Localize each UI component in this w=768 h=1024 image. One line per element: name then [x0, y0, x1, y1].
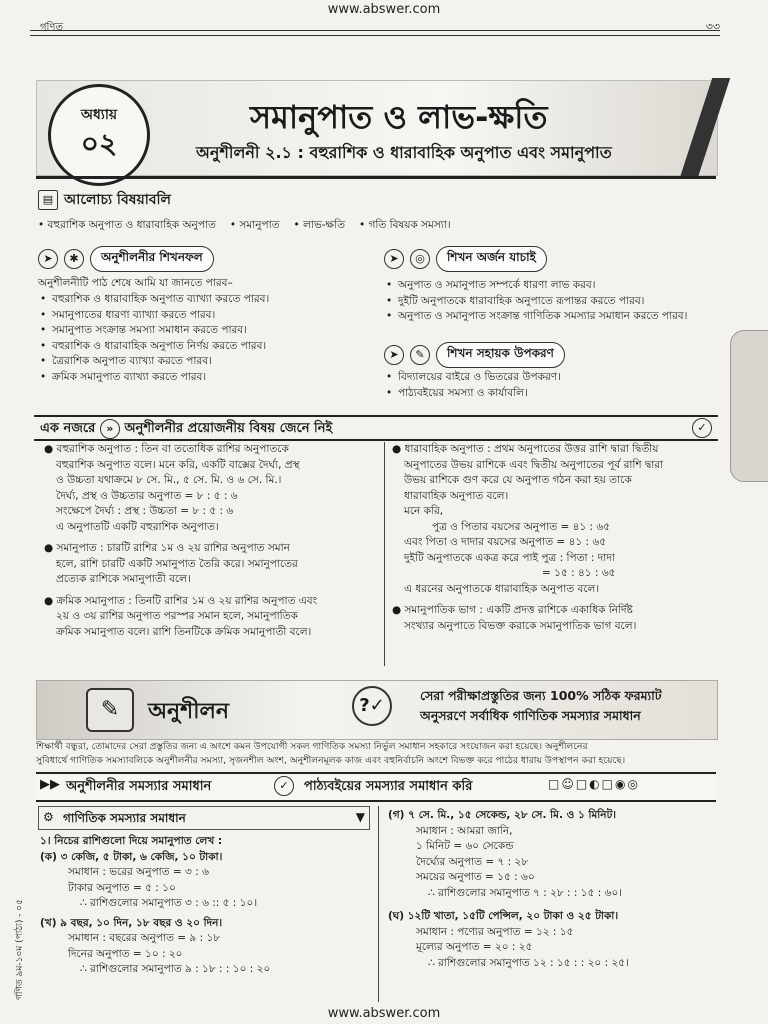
arrow-icon: ➤ — [384, 345, 404, 365]
solution-bar-right: পাঠ্যবইয়ের সমস্যার সমাধান করি — [304, 779, 473, 794]
pencil-icon: ✎ — [86, 688, 134, 732]
outcome-item: • ত্রৈরাশিক অনুপাত ব্যাখ্যা করতে পারব। — [40, 354, 370, 370]
arrow-icon: ➤ — [384, 249, 404, 269]
definition-line: ● সমানুপাত : চারটি রাশির ১ম ও ২য় রাশির অনুপাত সমান — [44, 542, 290, 554]
assessment-item: • অনুপাত ও সমানুপাত সম্পর্কে ধারণা লাভ করব। — [386, 278, 716, 294]
gear-icon: ⚙ — [43, 810, 54, 824]
definition-line: ক্রমিক সমানুপাত বলে। রাশি তিনটিকে ক্রমিক সমানুপাতী বলে। — [56, 625, 312, 638]
problem-line: (ঘ) ১২টি খাতা, ১৫টি পেন্সিল, ২০ টাকা ও ২৫ টাকা। — [388, 910, 619, 922]
definition-block — [392, 442, 716, 597]
topics-heading — [38, 188, 171, 212]
problems-left — [40, 834, 370, 978]
math-section-heading: গাণিতিক সমস্যার সমাধান — [63, 811, 186, 825]
subject-label: গণিত — [40, 22, 63, 33]
lightbulb-icon: ✱ — [64, 249, 84, 269]
definition-line: প্রত্যেক রাশিকে সমানুপাতী বলে। — [56, 573, 191, 585]
tools-icon: ✎ — [410, 345, 430, 365]
question-check-icon: ?✓ — [352, 686, 392, 726]
side-tab — [730, 330, 768, 482]
definition-line: ● বহুরাশিক অনুপাত : তিন বা ততোধিক রাশির অনুপাতকে — [44, 443, 289, 455]
definition-line: হলে, রাশি চারটি একটি সমানুপাত তৈরি করে। সমানুপাতের — [56, 557, 298, 570]
problem-line: দৈর্ঘ্যের অনুপাত = ৭ : ২৮ — [416, 855, 529, 868]
practice-intro-2: সুবিধার্থে গাণিতিক সমস্যাবলিকে অনুশীলনীর সমস্যা, সৃজনশীল অংশ, অনুশীলনমূলক কাজ এবং বহুনির্বাচনি অংশে বিভক্ত করে পাঠের ধারায় উপস্থাপন করা হয়েছে। — [36, 755, 626, 766]
chapter-title: সমানুপাত ও লাভ-ক্ষতি — [250, 98, 548, 136]
problem-line: সমাধান : ভরের অনুপাত = ৩ : ৬ — [68, 866, 209, 878]
definition-block — [44, 594, 378, 641]
problem-line: দিনের অনুপাত = ১০ : ২০ — [68, 947, 183, 960]
definitions-right — [392, 442, 716, 634]
topics-heading-text: আলোচ্য বিষয়াবলি — [64, 192, 171, 208]
problem-line: ∴ রাশিগুলোর সমানুপাত ৩ : ৬ :: ৫ : ১০। — [80, 897, 258, 909]
chapter-label: অধ্যায় — [80, 107, 118, 123]
learning-outcomes-list — [40, 292, 370, 385]
definition-line: = ১৫ : ৪১ : ৬৫ — [542, 567, 616, 579]
column-divider — [384, 442, 385, 666]
learning-outcomes-heading — [38, 246, 214, 272]
practice-heading: অনুশীলন — [148, 699, 230, 724]
problem-line: ∴ রাশিগুলোর সমানুপাত ৯ : ১৮ : : ১০ : ২০ — [80, 963, 271, 975]
outcome-item: • ক্রমিক সমানুপাত ব্যাখ্যা করতে পারব। — [40, 370, 370, 386]
problem-line: ১ মিনিট = ৬০ সেকেন্ড — [416, 840, 514, 852]
assessment-pill: শিখন অর্জন যাচাই — [436, 246, 547, 272]
overview-heading: এক নজরে » অনুশীলনীর প্রয়োজনীয় বিষয় জেনে নিই — [40, 419, 332, 440]
assessment-item: • অনুপাত ও সমানুপাত সংক্রান্ত গাণিতিক সমস্যার সমাধান করতে পারব। — [386, 309, 716, 325]
math-section-header — [38, 806, 370, 830]
checkmark-icon: ✓ — [274, 776, 294, 796]
definition-line: এ ধরনের অনুপাতকে ধারাবাহিক অনুপাত বলে। — [404, 582, 600, 595]
watermark-bottom: www.abswer.com — [327, 1006, 441, 1021]
solution-bar-left: অনুশীলনীর সমস্যার সমাধান — [66, 779, 212, 794]
outcome-item: • বহুরাশিক ও ধারাবাহিক অনুপাত নির্ণয় করতে পারব। — [40, 339, 370, 355]
category-icons: □☺□◐□◉◎ — [548, 777, 640, 791]
problem-line: সমাধান : পণ্যের অনুপাত = ১২ : ১৫ — [416, 925, 574, 938]
definition-line: অনুপাতের উভয় রাশিকে এবং দ্বিতীয় অনুপাতের পূর্ব রাশি দ্বারা — [404, 458, 664, 471]
watermark-top: www.abswer.com — [327, 2, 441, 17]
definition-line: এবং পিতা ও দাদার বয়সের অনুপাত = ৪১ : ৬৫ — [404, 536, 607, 548]
overview-bar — [34, 415, 718, 441]
problem-line: ∴ রাশিগুলোর সমানুপাত ১২ : ১৫ : : ২০ : ২৫। — [428, 956, 629, 969]
material-item: • বিদ্যালয়ের বাইরে ও ভিতরের উপকরণ। — [386, 370, 716, 386]
materials-pill: শিখন সহায়ক উপকরণ — [436, 342, 565, 368]
banner-underline — [36, 176, 716, 179]
learning-outcomes-intro: অনুশীলনীটি পাঠ শেষে আমি যা জানতে পারব– — [38, 277, 233, 289]
exercise-title: অনুশীলনী ২.১ : বহুরাশিক ও ধারাবাহিক অনুপাত এবং সমানুপাত — [196, 143, 612, 162]
definition-line: ● ধারাবাহিক অনুপাত : প্রথম অনুপাতের উত্তর রাশি দ্বারা দ্বিতীয় — [392, 443, 659, 455]
definition-line: বহুরাশিক অনুপাত বলে। মনে করি, একটি বাক্সের দৈর্ঘ্য, প্রস্থ — [56, 458, 300, 471]
assessment-heading — [384, 246, 547, 272]
problem-line: সমাধান : আমরা জানি, — [416, 824, 513, 837]
practice-tagline-2: অনুসরণে সর্বাধিক গাণিতিক সমস্যার সমাধান — [420, 708, 641, 723]
problem-line: ১। নিচের রাশিগুলো দিয়ে সমানুপাত লেখ : — [40, 835, 223, 847]
arrows-icon: » — [100, 419, 120, 439]
definition-block — [44, 541, 378, 588]
outcome-item: • সমানুপাত সংক্রান্ত সমস্যা সমাধান করতে পারব। — [40, 323, 370, 339]
target-icon: ◎ — [410, 249, 430, 269]
definition-block — [392, 603, 716, 634]
check-icon: ✓ — [692, 418, 712, 438]
definition-line: মনে করি, — [404, 505, 444, 517]
assessment-item: • দুইটি অনুপাতকে ধারাবাহিক অনুপাতে রূপান্তর করতে পারব। — [386, 294, 716, 310]
definition-line: ● সমানুপাতিক ভাগ : একটি প্রদত্ত রাশিকে একাধিক নির্দিষ্ট — [392, 604, 633, 616]
problem-line: টাকার অনুপাত = ৫ : ১০ — [68, 881, 176, 894]
definition-line: সংখ্যার অনুপাতে বিভক্ত করাকে সমানুপাতিক ভাগ বলে। — [404, 619, 637, 632]
outcome-item: • সমানুপাতের ধারণা ব্যাখ্যা করতে পারব। — [40, 308, 370, 324]
solution-bar — [36, 772, 716, 802]
definition-line: দৈর্ঘ্য, প্রস্থ ও উচ্চতার অনুপাত = ৮ : ৫ : ৬ — [56, 489, 238, 502]
practice-tagline-1: সেরা পরীক্ষাপ্রস্তুতির জন্য 100% সঠিক ফরম্যাট — [420, 688, 662, 703]
problem-line: (গ) ৭ সে. মি., ১৫ সেকেন্ড, ২৮ সে. মি. ও ১ মিনিট। — [388, 809, 617, 821]
definition-line: ধারাবাহিক অনুপাত বলে। — [404, 489, 509, 502]
problem-line: সমাধান : বছরের অনুপাত = ৯ : ১৮ — [68, 932, 221, 944]
topic-item: • বহুরাশিক অনুপাত ও ধারাবাহিক অনুপাত — [38, 219, 216, 231]
problem-line: মূল্যের অনুপাত = ২০ : ২৫ — [416, 941, 533, 953]
header-rule — [30, 30, 720, 36]
chapter-badge — [48, 84, 150, 186]
definition-line: এ অনুপাতটি একটি বহুরাশিক অনুপাত। — [56, 520, 219, 533]
problem-line: (খ) ৯ বছর, ১০ দিন, ১৮ বছর ও ২০ দিন। — [40, 916, 223, 929]
column-divider — [378, 806, 379, 1002]
book-icon: ▤ — [38, 190, 58, 210]
topic-item: • সমানুপাত — [229, 219, 280, 231]
practice-intro-1: শিক্ষার্থী বন্ধুরা, তোমাদের সেরা প্রস্তুতির জন্য এ অংশে কমন উপযোগী সকল গাণিতিক সমস্যা নির্ভুল সমাধান সহকারে সংযোজন করা হয়েছে। অনুশীলনের — [36, 741, 588, 752]
topics-list — [38, 218, 718, 235]
definitions-left — [44, 442, 378, 640]
outcome-item: • বহুরাশিক ও ধারাবাহিক অনুপাত ব্যাখ্যা করতে পারব। — [40, 292, 370, 308]
learning-outcomes-pill: অনুশীলনীর শিখনফল — [90, 246, 214, 272]
topic-item: • গতি বিষয়ক সমস্যা। — [358, 219, 451, 231]
definition-line: দুইটি অনুপাতকে একত্র করে পাই পুত্র : পিতা : দাদা — [404, 551, 615, 564]
definition-line: সংক্ষেপে দৈর্ঘ্য : প্রস্থ : উচ্চতা = ৮ : ৫ : ৬ — [56, 505, 234, 517]
definition-line: ও উচ্চতা যথাক্রমে ৮ সে. মি., ৫ সে. মি. ও ৬ সে. মি.। — [56, 474, 282, 486]
side-margin-text: গণিত ৯ম-১০ম (পাঠ্য) - ০৫ — [15, 899, 25, 1000]
chapter-number: ০২ — [80, 127, 118, 160]
problem-line: ∴ রাশিগুলোর সমানুপাত ৭ : ২৮ : : ১৫ : ৬০। — [428, 886, 623, 899]
definition-line: ● ক্রমিক সমানুপাত : তিনটি রাশির ১ম ও ২য় রাশির অনুপাত এবং — [44, 594, 318, 607]
definition-line: ২য় ও ৩য় রাশির অনুপাত পরস্পর সমান হলে, সমানুপাতিক — [56, 610, 298, 622]
problem-line: (ক) ৩ কেজি, ৫ টাকা, ৬ কেজি, ১০ টাকা। — [40, 850, 223, 863]
materials-heading — [384, 342, 565, 368]
assessment-list — [386, 278, 716, 325]
materials-list — [386, 370, 716, 401]
definition-line: উভয় রাশিকে গুণ করে যে অনুপাত গঠন করা হয় তাকে — [404, 474, 632, 486]
problem-line: সময়ের অনুপাত = ১৫ : ৬০ — [416, 871, 535, 883]
material-item: • পাঠ্যবইয়ের সমস্যা ও কার্যাবলি। — [386, 386, 716, 402]
arrow-icon: ➤ — [38, 249, 58, 269]
page-number: ৩৩ — [705, 20, 720, 33]
definition-block — [44, 442, 378, 535]
definition-line: পুত্র ও পিতার বয়সের অনুপাত = ৪১ : ৬৫ — [432, 520, 611, 533]
fast-forward-icon: ▶▶ — [40, 777, 60, 792]
topic-item: • লাভ-ক্ষতি — [293, 219, 345, 231]
problems-right — [388, 808, 718, 971]
dropdown-icon: ▼ — [355, 810, 365, 824]
